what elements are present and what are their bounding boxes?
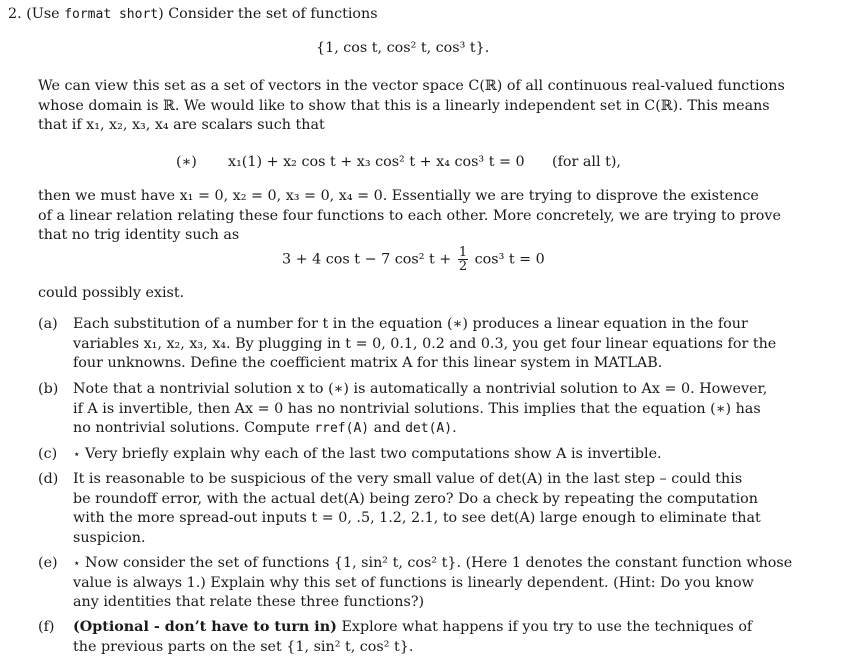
trig-identity-display (282, 246, 545, 273)
part-line: Each substitution of a number for t in the equation (∗) produces a linear equation in the four (73, 316, 748, 332)
part-body (73, 380, 773, 439)
optional-note: (Optional - don’t have to turn in) (73, 619, 337, 635)
paragraph-line: then we must have x₁ = 0, x₂ = 0, x₃ = 0, x₄ = 0. Essentially we are trying to disprove the existence (38, 188, 759, 204)
part-line (73, 419, 773, 439)
part-line: It is reasonable to be suspicious of the very small value of det(A) in the last step – could this (73, 471, 743, 487)
paragraph-could-exist (38, 284, 773, 304)
paragraph-line: that if x₁, x₂, x₃, x₄ are scalars such that (38, 117, 325, 134)
part-body (73, 470, 773, 548)
fraction-denominator: 2 (458, 259, 468, 274)
part-label: (f) (38, 619, 55, 635)
part-f-text: Explore what happens if you try to use the techniques of (336, 619, 753, 635)
part-e-text: Now consider the set of functions {1, sin² t, cos² t}. (Here 1 denotes the constant function whose (80, 555, 793, 571)
paragraph-line: of a linear relation relating these four functions to each other. More concretely, we are trying to prove (38, 207, 781, 224)
det-code: det(A) (405, 421, 453, 437)
part-body (73, 554, 793, 613)
intro-close: ) Consider the set of functions (158, 6, 378, 22)
part-c-text: Very briefly explain why each of the last two computations show A is invertible. (80, 446, 662, 462)
part-line: any identities that relate these three functions?) (73, 594, 425, 611)
equation-star-expression: x₁(1) + x₂ cos t + x₃ cos² t + x₄ cos³ t = 0 (228, 154, 525, 170)
part-line: four unknowns. Define the coefficient matrix A for this linear system in MATLAB. (73, 355, 663, 372)
part-line: with the more spread-out inputs t = 0, .5, 1.2, 2.1, to see det(A) large enough to eliminate that (73, 510, 761, 527)
paragraph-disprove (38, 187, 781, 246)
part-b-text: no nontrivial solutions. Compute (73, 420, 315, 437)
intro-open: (Use (26, 6, 65, 22)
part-body (73, 445, 773, 465)
part-body (73, 315, 777, 374)
star-icon: ⋆ (73, 447, 81, 461)
function-set-display: {1, cos t, cos² t, cos³ t}. (316, 40, 490, 56)
part-label: (c) (38, 446, 58, 462)
paragraph-line: could possibly exist. (38, 285, 185, 301)
part-body (73, 618, 773, 657)
format-short-code: format short (64, 7, 159, 22)
part-b-text: and (369, 420, 406, 437)
part-label: (d) (38, 471, 59, 487)
part-b-text: . (452, 420, 457, 437)
trig-identity-right: cos³ t = 0 (474, 251, 545, 268)
fraction-numerator: 1 (458, 245, 468, 260)
part-line: be roundoff error, with the actual det(A) being zero? Do a check by repeating the computation (73, 490, 758, 507)
one-half-fraction (458, 246, 468, 273)
part-line (73, 445, 773, 465)
paragraph-line: We can view this set as a set of vectors in the vector space C(ℝ) of all continuous real-valued functions (38, 78, 785, 94)
part-line (73, 554, 793, 574)
paragraph-intro (38, 77, 785, 136)
paragraph-line: whose domain is ℝ. We would like to show that this is a linearly independent set in C(ℝ). This means (38, 97, 770, 114)
part-line (73, 618, 773, 638)
trig-identity-left: 3 + 4 cos t − 7 cos² t + (282, 251, 452, 268)
paragraph-line: that no trig identity such as (38, 227, 240, 244)
part-label: (a) (38, 316, 58, 332)
part-line: if A is invertible, then Ax = 0 has no nontrivial solutions. This implies that the equation (∗) has (73, 400, 761, 417)
rref-code: rref(A) (314, 421, 370, 437)
equation-star-condition: (for all t), (552, 154, 621, 170)
part-line: value is always 1.) Explain why this set of functions is linearly dependent. (Hint: Do you know (73, 574, 754, 591)
part-line: suspicion. (73, 529, 146, 546)
equation-star-tag: (∗) (176, 154, 197, 170)
problem-header (8, 5, 378, 25)
problem-number: 2. (8, 6, 22, 22)
part-line: Note that a nontrivial solution x to (∗) is automatically a nontrivial solution to Ax = 0. However, (73, 381, 768, 397)
part-label: (e) (38, 555, 58, 571)
part-label: (b) (38, 381, 59, 397)
part-line: variables x₁, x₂, x₃, x₄. By plugging in t = 0, 0.1, 0.2 and 0.3, you get four linear equations for the (73, 335, 777, 352)
part-line: the previous parts on the set {1, sin² t, cos² t}. (73, 638, 414, 655)
star-icon: ⋆ (73, 556, 81, 570)
